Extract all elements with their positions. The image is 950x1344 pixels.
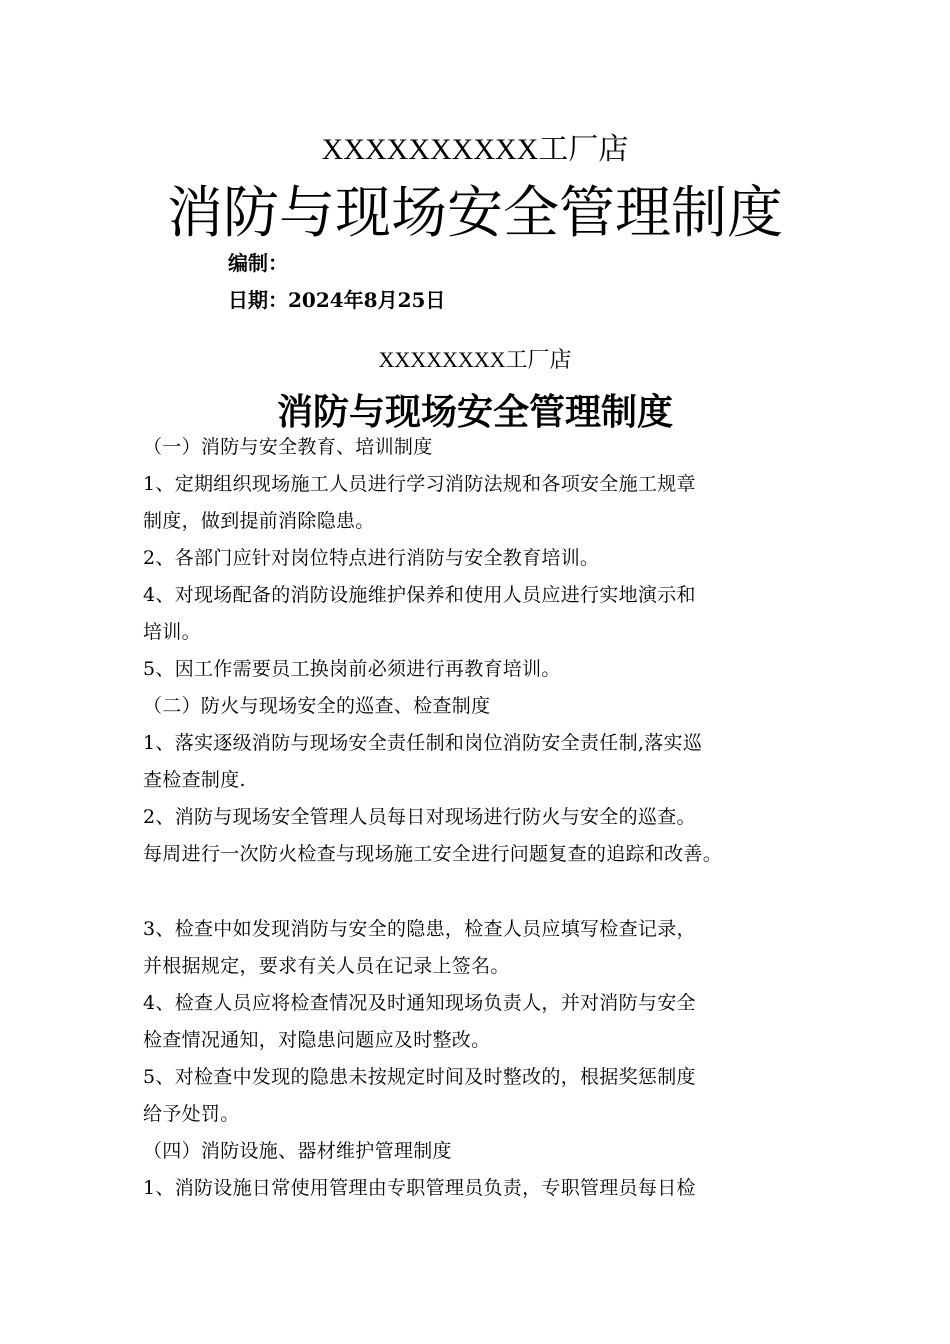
author-label: 编制： (228, 251, 288, 275)
section-heading: （一）消防与安全教育、培训制度 (143, 436, 433, 458)
paragraph-line: 1、落实逐级消防与现场安全责任制和岗位消防安全责任制,落实巡 (143, 732, 703, 754)
paragraph-line: 给予处罚。 (143, 1103, 240, 1125)
paragraph-line: 培训。 (143, 621, 201, 643)
section-heading: （四）消防设施、器材维护管理制度 (143, 1140, 452, 1162)
paragraph-line: 3、检查中如发现消防与安全的隐患，检查人员应填写检查记录， (143, 918, 696, 940)
paragraph-line: 2、各部门应针对岗位特点进行消防与安全教育培训。 (143, 547, 600, 569)
blank-line (143, 869, 833, 907)
paragraph-line: 5、对检查中发现的隐患未按规定时间及时整改的，根据奖惩制度 (143, 1066, 696, 1088)
paragraph-line: 2、消防与现场安全管理人员每日对现场进行防火与安全的巡查。 (143, 806, 696, 828)
paragraph-line: 制度，做到提前消除隐患。 (143, 510, 375, 532)
document-store-name: XXXXXXXX工厂店 (378, 347, 572, 372)
paragraph-line: 4、检查人员应将检查情况及时通知现场负责人，并对消防与安全 (143, 992, 696, 1014)
paragraph-line: 1、定期组织现场施工人员进行学习消防法规和各项安全施工规章 (143, 473, 696, 495)
document-body (143, 432, 833, 1203)
cover-title: 消防与现场安全管理制度 (167, 181, 783, 246)
paragraph-line: 5、因工作需要员工换岗前必须进行再教育培训。 (143, 658, 561, 680)
document-title: 消防与现场安全管理制度 (276, 391, 673, 433)
date-label: 日期：2024年8月25日 (228, 288, 446, 312)
paragraph-line: 检查情况通知，对隐患问题应及时整改。 (143, 1029, 491, 1051)
paragraph-line: 并根据规定，要求有关人员在记录上签名。 (143, 955, 510, 977)
section-heading: （二）防火与现场安全的巡查、检查制度 (143, 695, 491, 717)
paragraph-line: 4、对现场配备的消防设施维护保养和使用人员应进行实地演示和 (143, 584, 696, 606)
cover-store-name: XXXXXXXXXX工厂店 (321, 133, 629, 166)
paragraph-line: 查检查制度. (143, 769, 246, 791)
paragraph-line: 1、消防设施日常使用管理由专职管理员负责，专职管理员每日检 (143, 1177, 696, 1199)
paragraph-line: 每周进行一次防火检查与现场施工安全进行问题复查的追踪和改善。 (143, 843, 723, 865)
